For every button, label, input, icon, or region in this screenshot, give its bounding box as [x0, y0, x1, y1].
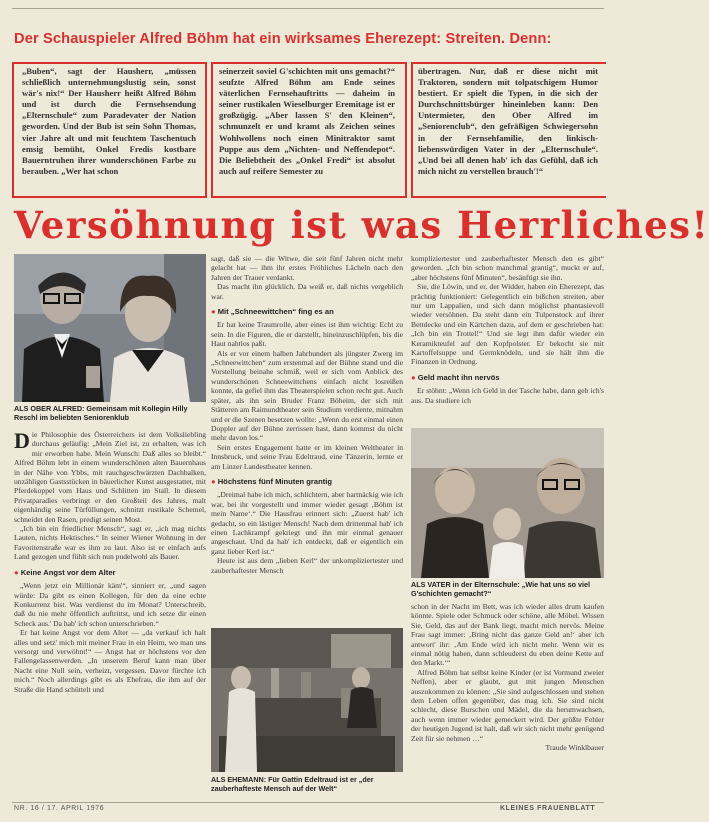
col2-paragraph-1: sagt, daß sie — die Witwe, die seit fünf Jahren nicht mehr gelacht hat — ihm ihr erstes Fröhliches Lächeln nach den Jahren der Trauer verdankt.	[211, 254, 403, 282]
text-column-3b	[411, 602, 604, 802]
intro-column-1: „Buben“, sagt der Hausherr, „müssen schließlich unternehmungslustig sein, sonst wär's nix!“ Der Hausherr heißt Alfred Böhm und ist durch die Fernsehsendung „Elternschule“ zum Paradevater der Nation geworden. Und der Bub ist sein Sohn Thomas, vier Jahre alt und mit feuchtem Taschentuch emsig bemüht, Onkel Fredis kostbare Bauerntruhen ihrer wunderschönen Farbe zu berauben. „Wer hat schon	[22, 66, 196, 176]
col3-paragraph-2: Sie, die Löwin, und er, der Widder, haben ein Eherezept, das prächtig funktioniert: Gelegentlich ein bißchen streiten, aber nur um Lappalien, und sich dann möglichst phantasievoll wieder versöhnen. Da steht dann ein Tulpenstock auf ihrer Bettdecke und ein Kärtchen dazu, auf dem er geschrieben hat: „Ich bin ein Trottel!“ Und sie legt ihm dafür wieder ein Keramikteufel auf den Kopfpolster. Er bekocht sie mit Kartoffelsuppe und Germknödeln, und sie hält ihm die Finanzen in Ordnung.	[411, 282, 604, 367]
caption-photo3: ALS EHEMANN: Für Gattin Edeltraud ist er „der zauberhafteste Mensch auf der Welt“	[211, 775, 374, 793]
col3-paragraph-3: Er stöhnt: „Wenn ich Geld in der Tasche habe, dann geb ich's aus. Da studiere ich	[411, 386, 604, 405]
col1-paragraph-4: Er hat keine Angst vor dem Alter — „da verkauf ich halt alles und setz' mich mit meiner Frau in ein Heim, wo man uns versorgt und verwöhnt!“ — Angst hat er höchstens vor den Fallengelassenwerden. „In unserem Beruf kann man über Nacht eine Null sein, verheizt, vergessen. Davor fürchte ich mich.“ Noch allerdings gibt es als Ehefrau, die ihm auf der Straße die Hand schüttelt und	[14, 628, 206, 694]
text-column-3a	[411, 254, 604, 422]
kicker-line: Der Schauspieler Alfred Böhm hat ein wirksames Eherezept: Streiten. Denn:	[14, 31, 552, 47]
subhead-grantig-text: Höchstens fünf Minuten grantig	[217, 476, 333, 486]
photo-ehemann	[211, 628, 403, 772]
col1-paragraph-2: „Ich bin ein friedlicher Mensch“, sagt er, „ich mag nichts Lauten, nichts Hektisches.“ In seiner Wiener Wohnung in der Favoritenstraße war es ihm zu laut. Also ist er einfach aufs Land gezogen und fühlt sich nun pudelwohl als Bauer.	[14, 524, 206, 562]
col2-paragraph-4: Als er vor einem halben Jahrhundert als jüngster Zwerg im „Schneewittchen“ zum erstenmal auf der Bühne stand und die Vorstellung beinahe schmiß, weil er sich vom Anblick des wunderschönen Schneewittchens einfach nicht losreißen konnte, da gefiel ihm das Theaterspielen schon recht gut. Auch später, als ihn sein Bruder Franz Böheim, der sich mit Stätteren am Raimundtheater sein Studium verdiente, mitnahm und er die Szenen besetzen wollte: „Wenn du erst einmal einen Doppler auf der Bühne zerrissen hast, dann kommst du nicht mehr davon los.“	[211, 348, 403, 443]
footer-issue: NR. 16 / 17. APRIL 1976	[14, 805, 105, 812]
col1-paragraph-3: „Wenn jetzt ein Millionär käm'“, sinniert er, „und sagen würde: Da gibt es einen Kollegen, für den da eine echte Konkurrenz bist. Was verdienst du im Monat? Unterschreib, daß du nie mehr öffentlich auftrittst, und ich setze dir einen Scheck aus.' Da hab' ich schon unterschrieben.“	[14, 581, 206, 628]
dropcap: D	[14, 428, 30, 453]
footer-brand: KLEINES FRAUENBLATT	[500, 805, 596, 812]
col3-paragraph-4: schon in der Nacht im Bett, was ich wieder alles drum kaufen könnte. Spiele oder Schmuck oder schöne, alle Möbel. Wissen Sie, Geld, das auf der Bank liegt, macht mich nervös. Meine Frau sagt immer: ‚Bring nicht das ganze Geld an!‘ aber ich antwort' ihr: ‚Am Ende wird ich nicht mehr. Wenn wir es einmal nötig haben, dann schleuderst du eben deine Kette auf den Markt.‘“	[411, 602, 604, 668]
bottom-rule	[12, 802, 604, 803]
photo-ehemann-image	[211, 628, 403, 772]
bullet-dot-icon: ●	[411, 372, 418, 382]
col2-paragraph-5: Sein erstes Engagement hatte er im kleinen Weltheater in Innsbruck, und seine Frau Edeltraud, eine Tänzerin, lernte er am Linzer Landestheater kennen.	[211, 442, 403, 471]
bullet-dot-icon: ●	[211, 476, 218, 486]
photo-ober-alfred	[14, 254, 206, 402]
col2-paragraph-6: „Dreimal habe ich mich, schlichtern, aber hartnäckig wie ich war, bei ihr vorgestellt und immer wieder gesagt ‚Böhm ist mein Name‘.“ Die Hausfrau erinnert sich: „Zuerst hab' ich gedacht, so ein lästiger Mensch! Nach dem drittenmal hab' ich einen Lachkrampf gekriegt und ihn mir einmal genauer angeschaut. Und da hab' ich entdeckt, daß er eigentlich ein ganz lieber Kerl ist.“	[211, 490, 403, 556]
col2-paragraph-7: Heute ist aus dem „lieben Kerl“ der unkompliziertester und zauberhaftester Mensch	[211, 556, 403, 575]
headline: Versöhnung ist was Herrliches!	[14, 203, 709, 247]
col3-paragraph-1: kompliziertester und zauberhaftester Mensch den es gibt“ geworden. „Ich bin schon manchmal grantig“, muckt er auf, „aber höchstens fünf Minuten“, besänftigt sie ihn.	[411, 254, 604, 282]
photo-ober-alfred-image	[14, 254, 206, 402]
bullet-dot-icon: ●	[211, 307, 218, 317]
subhead-alter-text: Keine Angst vor dem Alter	[20, 567, 116, 577]
author-signature: Traude Winklbauer	[545, 743, 604, 753]
subhead-geld	[411, 373, 604, 382]
intro-column-2: seinerzeit soviel G'schichten mit uns gemacht?“ seufzte Alfred Böhm am Ende seines väterlichen Fernsehauftritts — daheim in seiner rustikalen Wieselburger Eremitage ist er großzügig. „Aber lassen S' den Kleinen“, schmunzelt er und kramt als Zeichen seines Wohlwollens noch einen Minitraktor samt Puppe aus dem „Nichten- und Neffendepot“. Die Beliebtheit des „Onkel Fredi“ ist absolut auch auf reifere Semester zu	[219, 66, 395, 176]
caption-photo2: ALS VATER in der Elternschule: „Wie hat uns so viel G'schichten gemacht?“	[411, 580, 590, 598]
subhead-alter	[14, 568, 206, 577]
col3-paragraph-5: Alfred Böhm hat selbst keine Kinder (er ist Vormund zweier Neffen), aber er glaubt, gut mit jungen Menschen auszukommen zu können: „Sie sind aufgeschlossen und stehen dem Leben offen gegenüber, das mag ich. Sie sind nicht schlecht, diese Burschen und Mädel, die da herumwachsen, auch wenn immer wieder gemeckert wird. Der größte Fehler der heutigen Jugend ist halt, daß wir sich nicht mehr genügend Zeit für sie nehmen …“	[411, 667, 604, 743]
subhead-grantig	[211, 477, 403, 486]
subhead-schneewittchen	[211, 307, 403, 316]
text-column-2	[211, 254, 403, 626]
col2-paragraph-3: Er hat keine Traumrolle, aber eines ist ihm wichtig: Echt zu sein. In die Figuren, die er darstellt, hineinzuschlüpfen, bis die Haut nahtlos paßt.	[211, 320, 403, 349]
caption-photo1: ALS OBER ALFRED: Gemeinsam mit Kollegin Hilly Reschl im beliebten Seniorenklub	[14, 404, 188, 422]
subhead-geld-text: Geld macht ihn nervös	[417, 372, 500, 382]
bullet-dot-icon: ●	[14, 567, 21, 577]
top-rule	[12, 8, 604, 9]
intro-column-3: übertragen. Nur, daß er diese nicht mit Traktoren, sondern mit tolpatschigem Humor bestiert. Er spielt die Typen, in die sich der Durchschnittsbürger hineinleben kann: Den Untermieter, den Ober Alfred im „Seniorenclub“, den gefräßigen Schwiegersohn in der Fernsehfamilie, den linkisch-liebenswürdigen Vater in der „Elternschule“. „Und bei all denen hab' ich das Gefühl, daß ich mich nicht zu verstellen brauch'!“	[418, 66, 598, 176]
photo-vater-image	[411, 428, 604, 578]
text-column-1	[14, 430, 206, 802]
col1-intro: ie Philosophie des Österreichers ist dem Volksliebling durchaus geläufig: „Mein Ziel ist, zu erhalten, was ich mir erworben habe. Mein Wunsch: Daß alles so bleibt.“ Alfred Böhm lebt in einem wunderschönen alten Bauernhaus in der Nähe von Ybbs, mit rauchgeschwärzten Dachbalken, unzähligen Gastsstücken in bäuerlicher Kunst ausgestattet, mit Pferdekoppel vom Haus und Schlitten im Stall. In diesem Privatparadies verbringt er den Großteil des Jahres, malt eigenhändig seine Türfüllungen, schnitzt rustikale Schemel, schneidet den Rasen, predigt seinen Most.	[14, 430, 206, 524]
subhead-schneewittchen-text: Mit „Schneewittchen“ fing es an	[217, 307, 334, 317]
photo-vater	[411, 428, 604, 578]
col2-paragraph-2: Das macht ihn glücklich. Da weiß er, daß nichts vergeblich war.	[211, 282, 403, 301]
